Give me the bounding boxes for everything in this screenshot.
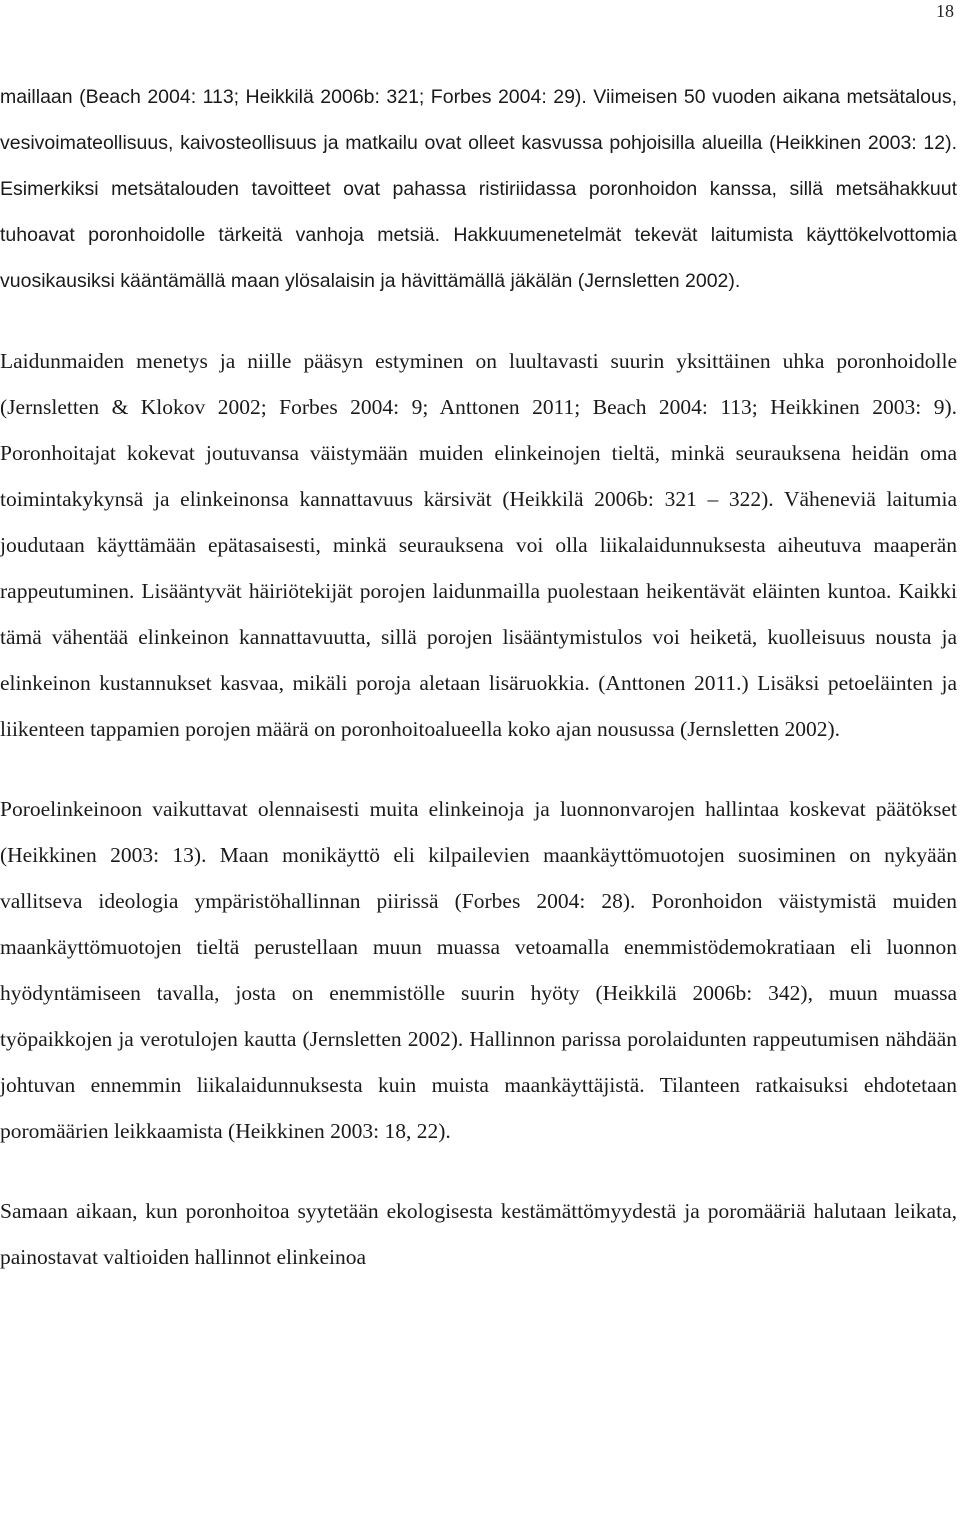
paragraph-pasture-loss: Laidunmaiden menetys ja niille pääsyn estyminen on luultavasti suurin yksittäinen uhka poronhoidolle (Jernsletten & Klokov 2002; Forbes 2004: 9; Anttonen 2011; Beach 2004: 113; Heikkinen 2003: 9). Poronhoitajat kokevat joutuvansa väistymään muiden elinkeinojen tieltä, minkä seurauksena heidän oma toimintakykynsä ja elinkeinonsa kannattavuus kärsivät (Heikkilä 2006b: 321 – 322). Väheneviä laitumia joudutaan käyttämään epätasaisesti, minkä seurauksena voi olla liikalaidunnuksesta aiheutuva maaperän rappeutuminen. Lisääntyvät häiriötekijät porojen laidunmailla puolestaan heikentävät eläinten kuntoa. Kaikki tämä vähentää elinkeinon kannattavuutta, sillä porojen lisääntymistulos voi heiketä, kuolleisuus nousta ja elinkeinon kustannukset kasvaa, mikäli poroja aletaan lisäruokkia. (Anttonen 2011.) Lisäksi petoeläinten ja liikenteen tappamien porojen määrä on poronhoitoalueella koko ajan nousussa (Jernsletten 2002). [0,349,957,741]
paragraph-land-use-competition: maillaan (Beach 2004: 113; Heikkilä 2006b: 321; Forbes 2004: 29). Viimeisen 50 vuoden aikana metsätalous, vesivoimateollisuus, kaivosteollisuus ja matkailu ovat olleet kasvussa pohjoisilla alueilla (Heikkinen 2003: 12). Esimerkiksi metsätalouden tavoitteet ovat pahassa ristiriidassa poronhoidon kanssa, sillä metsähakkuut tuhoavat poronhoidolle tärkeitä vanhoja metsiä. Hakkuumenetelmät tekevät laitumista käyttökelvottomia vuosikausiksi kääntämällä maan ylösalaisin ja hävittämällä jäkälän (Jernsletten 2002). [0,86,957,292]
paragraph-ecological-pressure: Samaan aikaan, kun poronhoitoa syytetään ekologisesta kestämättömyydestä ja poromääriä halutaan leikata, painostavat valtioiden hallinnot elinkeinoa [0,1199,957,1269]
paragraph-governance-decisions: Poroelinkeinoon vaikuttavat olennaisesti muita elinkeinoja ja luonnonvarojen hallintaa koskevat päätökset (Heikkinen 2003: 13). Maan monikäyttö eli kilpailevien maankäyttömuotojen suosiminen on nykyään vallitseva ideologia ympäristöhallinnan piirissä (Forbes 2004: 28). Poronhoidon väistymistä muiden maankäyttömuotojen tieltä perustellaan muun muassa vetoamalla enemmistödemokratiaan eli luonnon hyödyntämiseen tavalla, josta on enemmistölle suurin hyöty (Heikkilä 2006b: 342), muun muassa työpaikkojen ja verotulojen kautta (Jernsletten 2002). Hallinnon parissa porolaidunten rappeutumisen nähdään johtuvan ennemmin liikalaidunnuksesta kuin muista maankäyttäjistä. Tilanteen ratkaisuksi ehdotetaan poromäärien leikkaamista (Heikkinen 2003: 18, 22). [0,797,957,1143]
page-number: 18 [936,1,954,21]
paragraph-spacer [0,304,957,338]
paragraph-spacer [0,752,957,786]
paragraph-spacer [0,1154,957,1188]
document-body [0,74,957,1280]
